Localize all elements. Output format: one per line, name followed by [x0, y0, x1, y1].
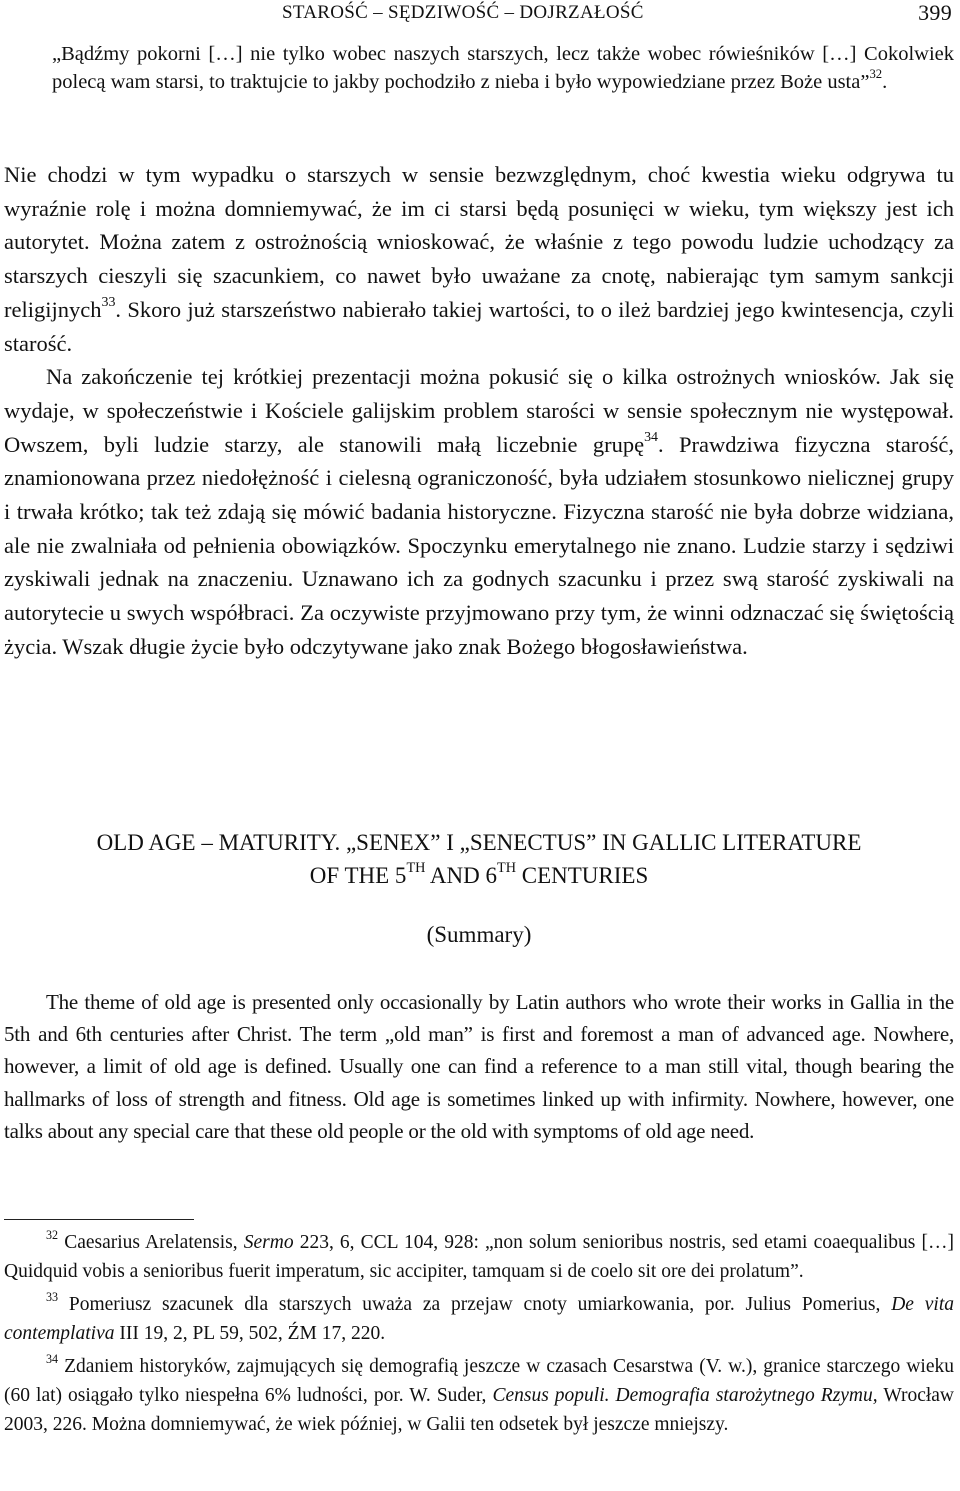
- footnote-rule: [4, 1219, 194, 1220]
- summary-title-line-2a: OF THE 5: [309, 863, 407, 888]
- footnote-34-title: Census populi. Demografia starożytnego Rzymu,: [492, 1385, 878, 1406]
- footnote-32: [4, 1228, 954, 1286]
- footnote-33-text-b: III 19, 2, PL 59, 502, ŹM 17, 220.: [114, 1323, 386, 1344]
- summary-title: [4, 826, 954, 892]
- paragraph-2-part-1: Na zakończenie tej krótkiej prezentacji można pokusić się o kilka ostrożnych wniosków. Jak się wydaje, w społeczeństwie i Kościele galijskim problem starości w sensie społecznym nie występował. Owszem, byli ludzie starzy, ale stanowili małą liczebnie grupę: [4, 364, 954, 457]
- footnote-ref-32[interactable]: 32: [869, 67, 883, 82]
- paragraph-2-part-2: . Prawdziwa fizyczna starość, znamionowana przez niedołężność i cielesną ograniczoność, była udziałem stosunkowo nielicznej grupy i trwała krótko; tak też zdają się mówić badania historyczne. Fizyczna starość nie była dobrze widziana, ale nie zwalniała od pełnienia obowiązków. Spoczynku emerytalnego nie znano. Ludzie starzy i sędziwi zyskiwali jednak na znaczeniu. Uznawano ich za godnych szacunku i przez swą starość zyskiwali na autorytecie u swych współbraci. Za oczywiste przyjmowano przy tym, że winni odznaczać się świętością życia. Wszak długie życie było odczytywane jako znak Bożego błogosławieństwa.: [4, 431, 954, 659]
- footnote-ref-34[interactable]: 34: [644, 430, 658, 446]
- page-number: 399: [918, 0, 952, 25]
- paragraph-1-part-2: . Skoro już starszeństwo nabierało takiej wartości, to o ileż bardziej jego kwintesencja, czyli starość.: [4, 296, 954, 356]
- ordinal-suffix-5th: TH: [406, 860, 426, 877]
- footnote-33-text-a: Pomeriusz szacunek dla starszych uważa za przejaw cnoty umiarkowania, por. Julius Pomerius,: [58, 1294, 892, 1315]
- paragraph-1: [4, 158, 954, 360]
- footnotes: [4, 1228, 954, 1443]
- footnote-num-33: 33: [46, 1289, 59, 1304]
- footnote-33-title: De vita contemplativa: [4, 1294, 954, 1344]
- running-title: STAROŚĆ – SĘDZIWOŚĆ – DOJRZAŁOŚĆ: [282, 2, 644, 23]
- ordinal-suffix-6th: TH: [497, 860, 516, 877]
- footnote-32-title: Sermo: [243, 1232, 294, 1253]
- summary-subtitle: (Summary): [426, 922, 532, 947]
- footnote-32-text-b: 223, 6, CCL 104, 928: „non solum senioribus nostris, sed etami coaequalibus […] Quidquid vobis a senioribus fuerit imperatum, sic accipiter, tamquam si de coelo sit ore dei prolatum”.: [4, 1232, 954, 1282]
- block-quote: [52, 40, 954, 96]
- footnote-34-text-b: Wrocław 2003, 226. Można domniemywać, że wiek później, w Galii ten odsetek był jeszcze mniejszy.: [4, 1385, 955, 1435]
- footnote-num-32: 32: [46, 1227, 59, 1242]
- quote-end: .: [882, 71, 888, 93]
- footnote-32-text-a: Caesarius Arelatensis,: [58, 1232, 244, 1253]
- footnote-34-text-a: Zdaniem historyków, zajmujących się demografią jeszcze w czasach Cesarstwa (V. w.), granice starczego wieku (60 lat) osiągało tylko niespełna 6% ludności, por. W. Suder,: [4, 1356, 954, 1406]
- footnote-34: [4, 1352, 954, 1439]
- footnote-33: [4, 1290, 954, 1348]
- summary-title-line-2c: CENTURIES: [516, 863, 649, 888]
- body-text: [4, 158, 954, 664]
- paragraph-1-part-1: Nie chodzi w tym wypadku o starszych w sensie bezwzględnym, choć kwestia wieku odgrywa tu wyraźnie rolę i można domniemywać, że im ci starsi będą posunięci w wieku, tym większy jest ich autorytet. Można zatem z ostrożnością wnioskować, że właśnie z tego powodu ludzie uchodzący za starszych cieszyli się szacunkiem, co nawet było uważane za cnotę, nabierając tym samym sankcji religijnych: [4, 162, 954, 322]
- footnote-ref-33[interactable]: 33: [101, 295, 116, 311]
- running-head: [4, 2, 952, 28]
- summary-text: The theme of old age is presented only occasionally by Latin authors who wrote their works in Gallia in the 5th and 6th centuries after Christ. The term „old man” is first and foremost a man of advanced age. Nowhere, however, a limit of old age is defined. Usually one can find a reference to a man still vital, though bearing the hallmarks of loss of strength and fitness. Old age is sometimes linked up with infirmity. Nowhere, however, one talks about any special care that these old people or the old with symptoms of old age need.: [4, 990, 954, 1143]
- quote-text: „Bądźmy pokorni […] nie tylko wobec naszych starszych, lecz także wobec rówieśników […] Cokolwiek polecą wam starsi, to traktujcie to jakby pochodziło z nieba i było wypowiedziane przez Boże usta”: [52, 43, 954, 93]
- paragraph-2: [4, 360, 954, 663]
- summary-title-line-2b: AND 6: [425, 863, 497, 888]
- summary-title-line-1: OLD AGE – MATURITY. „SENEX” I „SENECTUS” IN GALLIC LITERATURE: [96, 830, 862, 855]
- footnote-num-34: 34: [46, 1351, 59, 1366]
